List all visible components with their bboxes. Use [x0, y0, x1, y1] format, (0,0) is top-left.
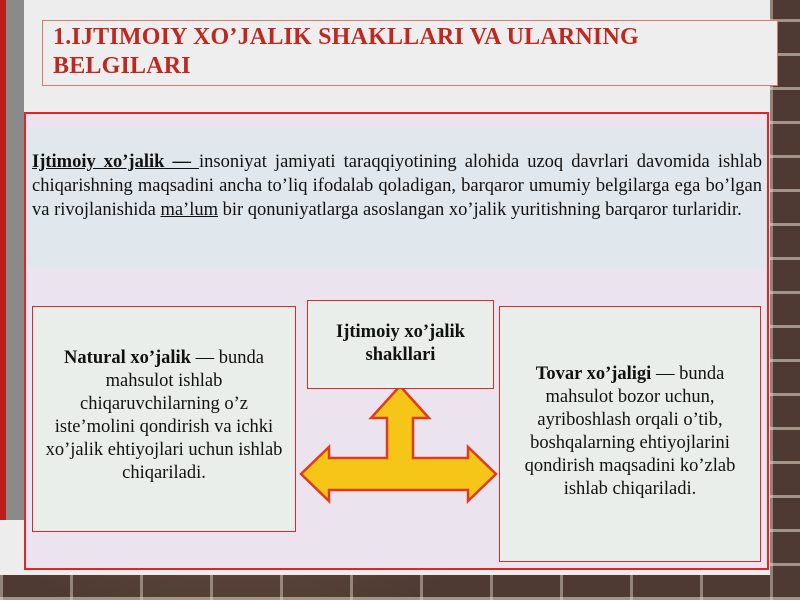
commodity-economy-box	[499, 306, 761, 562]
natural-economy-text: — bunda mahsulot ishlab chiqaruvchilarning o’z iste’molini qondirish va ichki xo’jalik ehtiyojlari uchun ishlab chiqariladi.	[45, 348, 283, 483]
slide-title: 1.IJTIMOIY XO’JALIK SHAKLLARI VA ULARNING BELGILARI	[53, 24, 639, 79]
definition-underlined-word: ma’lum	[160, 200, 218, 220]
commodity-economy-term: Tovar xo’jaligi	[535, 364, 652, 384]
natural-economy-term: Natural xo’jalik	[64, 348, 191, 368]
commodity-economy-text: — bunda mahsulot bozor uchun, ayriboshlash orqali o’tib, boshqalarning ehtiyojlarini qondirish maqsadini ko’zlab ishlab chiqariladi.	[524, 364, 736, 499]
definition-text-1: insoniyat jamiyati taraqqiyotining alohida uzoq davrlari davomida ishlab chiqarishning maqsadini ancha to’liq ifodalab qoladigan, barqaror umumiy belgilarga ega bo’lgan va rivojlanishida	[32, 152, 763, 220]
definition-dash: —	[164, 152, 200, 172]
definition-term: Ijtimoiy xo’jalik	[32, 152, 165, 172]
natural-economy-box	[32, 306, 296, 532]
definition-text-2: bir qonuniyatlarga asoslangan xo’jalik yuritishning barqaror turlaridir.	[218, 200, 742, 220]
forms-box-text: Ijtimoiy xo’jalik shakllari	[336, 322, 465, 365]
forms-box	[307, 300, 494, 389]
